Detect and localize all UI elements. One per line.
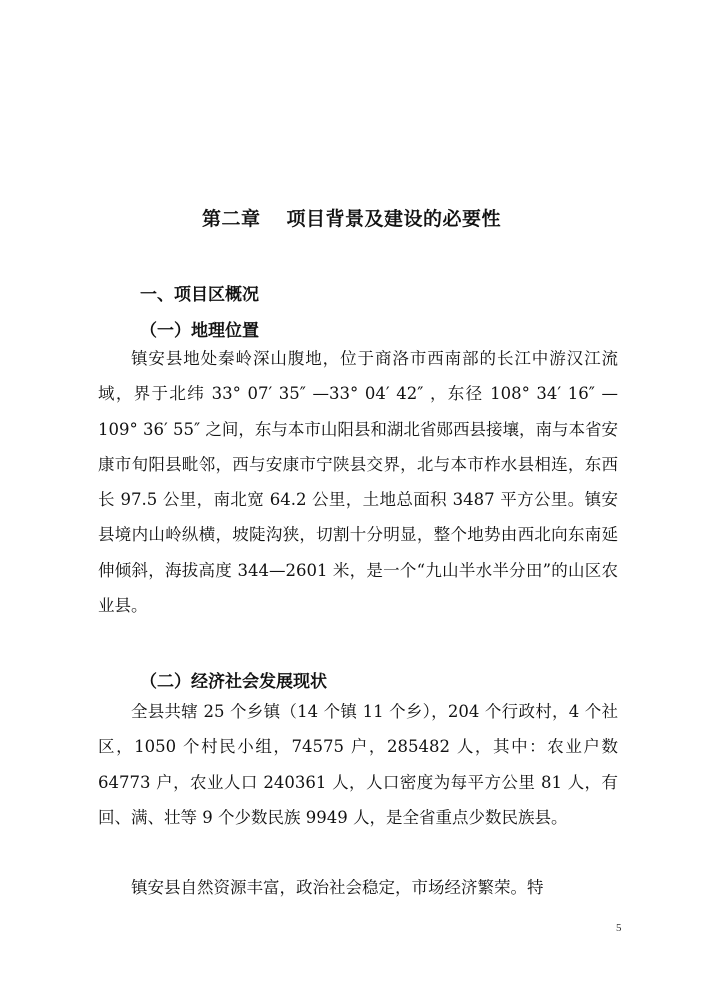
chapter-title-text: 项目背景及建设的必要性 [286,208,502,230]
page-number: 5 [616,922,622,934]
paragraph-geography: 镇安县地处秦岭深山腹地，位于商洛市西南部的长江中游汉江流域，界于北纬 33° 07′ 35″ —33° 04′ 42″ ，东径 108° 34′ 16″ —109° 36′ 55″ 之间，东与本市山阳县和湖北省郧西县接壤，南与本省安康市旬阳县毗邻，西与安康市宁陕县交界，北与本市柞水县相连，东西长 97.5 公里，南北宽 64.2 公里，土地总面积 3487 平方公里。镇安县境内山岭纵横，坡陡沟狭，切割十分明显，整个地势由西北向东南延伸倾斜，海拔高度 344—2601 米，是一个“九山半水半分田”的山区农业县。 [98,349,618,616]
section-heading: 一、项目区概况 [140,285,259,305]
chapter-number: 第二章 [201,208,261,230]
chapter-title [0,204,703,231]
subsection-heading-economy: （二）经济社会发展现状 [140,672,327,692]
paragraph-resources: 镇安县自然资源丰富，政治社会稳定，市场经济繁荣。特 [131,878,544,897]
paragraph-economy: 全县共辖 25 个乡镇（14 个镇 11 个乡），204 个行政村，4 个社区，1050 个村民小组，74575 户，285482 人，其中：农业户数 64773 户，农业人口 240361 人，人口密度为每平方公里 81 人，有回、满、壮等 9 个少数民族 9949 人，是全省重点少数民族县。 [98,702,618,827]
subsection-heading-geography: （一）地理位置 [140,321,259,341]
